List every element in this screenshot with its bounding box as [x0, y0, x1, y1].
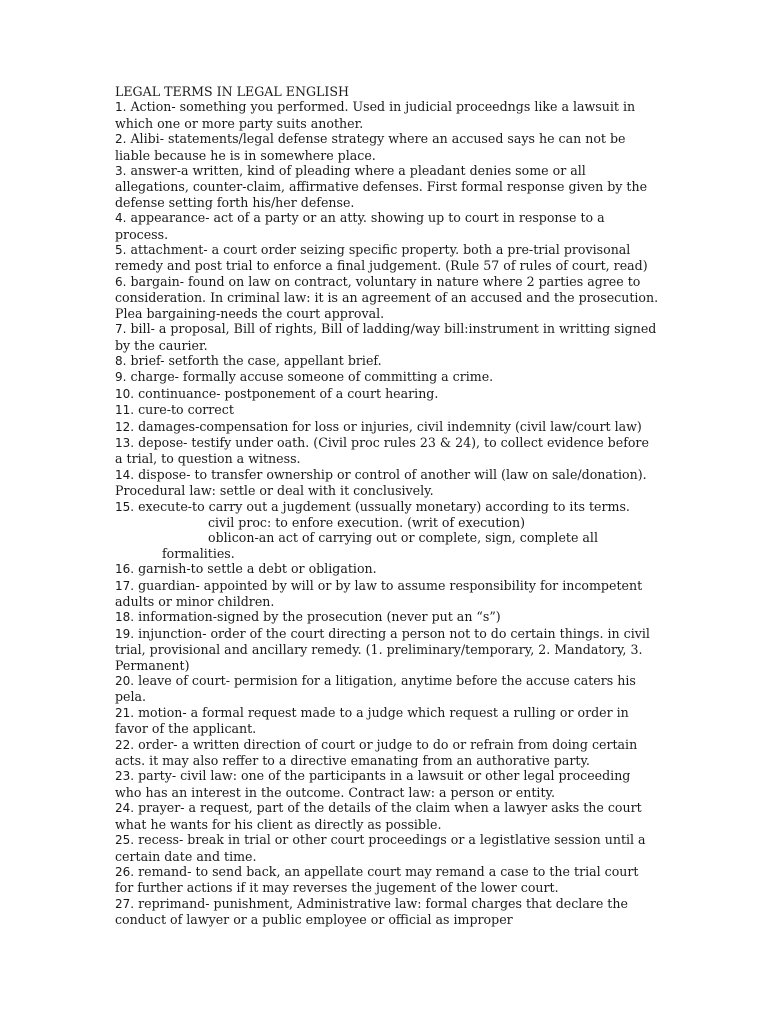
- term-entry: [115, 402, 660, 418]
- term-entry: [115, 626, 660, 673]
- entry-number: 19.: [115, 626, 135, 641]
- term-entry: [115, 705, 660, 737]
- entry-number: 4.: [115, 211, 127, 226]
- entry-text: injunction- order of the court directing a person not to do certain things. in civil trial, provisional and ancillary remedy. (1. preliminary/temporary, 2. Mandatory, 3. Permanent): [115, 625, 650, 673]
- entry-number: 7.: [115, 322, 127, 337]
- entry-text: dispose- to transfer ownership or control of another will (law on sale/donation). Procedural law: settle or deal with it conclusively.: [115, 466, 647, 499]
- term-entry: [115, 435, 660, 467]
- document-title: LEGAL TERMS IN LEGAL ENGLISH: [115, 84, 349, 99]
- entry-number: 27.: [115, 896, 135, 911]
- entry-number: 8.: [115, 353, 127, 368]
- entry-number: 11.: [115, 403, 135, 418]
- term-entry: [115, 578, 660, 610]
- entry-text: damages-compensation for loss or injuries, civil indemnity (civil law/court law): [134, 418, 642, 434]
- term-entry: [115, 467, 660, 499]
- entry-subline: civil proc: to enfore execution. (writ of execution): [208, 514, 526, 530]
- term-entry: [115, 800, 660, 832]
- entry-text: bill- a proposal, Bill of rights, Bill of ladding/way bill:instrument in writting signed by the caurier.: [115, 321, 657, 353]
- entry-number: 13.: [115, 435, 135, 450]
- entry-text: leave of court- permision for a litigation, anytime before the accuse caters his pela.: [115, 673, 636, 705]
- term-entry: [115, 673, 660, 705]
- entry-text: Action- something you performed. Used in judicial proceedngs like a lawsuit in which one or more party suits another.: [115, 99, 636, 131]
- entry-number: 6.: [115, 274, 127, 289]
- entry-text: depose- testify under oath. (Civil proc rules 23 & 24), to collect evidence before a trial, to question a witness.: [115, 434, 649, 467]
- entry-text: information-signed by the prosecution (never put an “s”): [134, 609, 501, 625]
- entry-text: attachment- a court order seizing specific property. both a pre-trial provisonal remedy and post trial to enforce a final judgement. (Rule 57 of rules of court, read): [115, 242, 648, 274]
- entry-text: reprimand- punishment, Administrative law: formal charges that declare the conduct of lawyer or a public employee or official as improper: [115, 895, 628, 928]
- term-entry: [115, 210, 660, 242]
- term-entry: [115, 353, 660, 369]
- term-entry: [115, 386, 660, 402]
- term-entry: [115, 864, 660, 896]
- term-entry: [115, 131, 660, 163]
- entry-number: 20.: [115, 674, 135, 689]
- entry-text: brief- setforth the case, appellant brief.: [126, 352, 382, 368]
- entry-text: order- a written direction of court or judge to do or refrain from doing certain acts. it may also reffer to a directive emanating from an authorative party.: [115, 736, 638, 769]
- entry-text: motion- a formal request made to a judge which request a rulling or order in favor of the applicant.: [115, 704, 629, 737]
- entry-number: 16.: [115, 562, 135, 577]
- entry-text: execute-to carry out a jugdement (ussually monetary) according to its terms.: [134, 498, 630, 514]
- entry-number: 26.: [115, 864, 135, 879]
- entry-text: guardian- appointed by will or by law to assume responsibility for incompetent adults or minor children.: [115, 577, 643, 609]
- term-entry: [115, 896, 660, 928]
- entry-text: prayer- a request, part of the details of the claim when a lawyer asks the court what he wants for his client as directly as possible.: [115, 800, 642, 832]
- entry-number: 12.: [115, 419, 135, 434]
- entry-number: 3.: [115, 164, 127, 179]
- term-entry: [115, 163, 660, 210]
- entry-number: 15.: [115, 499, 135, 514]
- entry-text: continuance- postponement of a court hearing.: [134, 385, 439, 401]
- entry-text: garnish-to settle a debt or obligation.: [134, 561, 377, 577]
- document-page: [115, 84, 660, 928]
- entry-number: 24.: [115, 801, 135, 816]
- entry-text: cure-to correct: [134, 402, 234, 418]
- term-entry: [115, 321, 660, 353]
- term-entry: [115, 499, 660, 562]
- entry-number: 22.: [115, 737, 135, 752]
- entry-number: 14.: [115, 467, 135, 482]
- entry-number: 18.: [115, 610, 135, 625]
- term-entry: [115, 768, 660, 800]
- entry-number: 2.: [115, 132, 127, 147]
- term-entry: [115, 99, 660, 131]
- entry-text: party- civil law: one of the participants in a lawsuit or other legal proceeding who has an interest in the outcome. Contract law: a person or entity.: [115, 768, 631, 800]
- entry-text: answer-a written, kind of pleading where a pleadant denies some or all allegations, counter-claim, affirmative defenses. First formal response given by the defense setting forth his/her defense.: [115, 163, 648, 210]
- entry-subline: formalities.: [162, 545, 235, 561]
- term-entry: [115, 369, 660, 385]
- term-entry: [115, 737, 660, 769]
- term-entry: [115, 561, 660, 577]
- entry-text: Alibi- statements/legal defense strategy where an accused says he can not be liable because he is in somewhere place.: [115, 131, 626, 163]
- entry-number: 5.: [115, 243, 127, 258]
- term-entry: [115, 832, 660, 864]
- entry-number: 23.: [115, 769, 135, 784]
- entry-text: remand- to send back, an appellate court may remand a case to the trial court for further actions if it may reverses the jugement of the lower court.: [115, 863, 639, 896]
- entry-number: 25.: [115, 833, 135, 848]
- term-entry: [115, 274, 660, 321]
- term-entry: [115, 242, 660, 274]
- entry-number: 9.: [115, 370, 127, 385]
- term-entry: [115, 609, 660, 625]
- term-entry: [115, 419, 660, 435]
- entry-number: 17.: [115, 578, 135, 593]
- entry-text: appearance- act of a party or an atty. showing up to court in response to a process.: [115, 210, 605, 242]
- entry-text: recess- break in trial or other court proceedings or a legistlative session until a certain date and time.: [115, 832, 646, 864]
- entry-number: 10.: [115, 386, 135, 401]
- entry-number: 21.: [115, 705, 135, 720]
- entry-text: bargain- found on law on contract, voluntary in nature where 2 parties agree to consideration. In criminal law: it is an agreement of an accused and the prosecution. Plea bargaining-needs the court approval.: [115, 273, 659, 321]
- entry-subline: oblicon-an act of carrying out or complete, sign, complete all: [208, 530, 598, 546]
- entry-number: 1.: [115, 100, 127, 115]
- entry-text: charge- formally accuse someone of committing a crime.: [126, 369, 494, 385]
